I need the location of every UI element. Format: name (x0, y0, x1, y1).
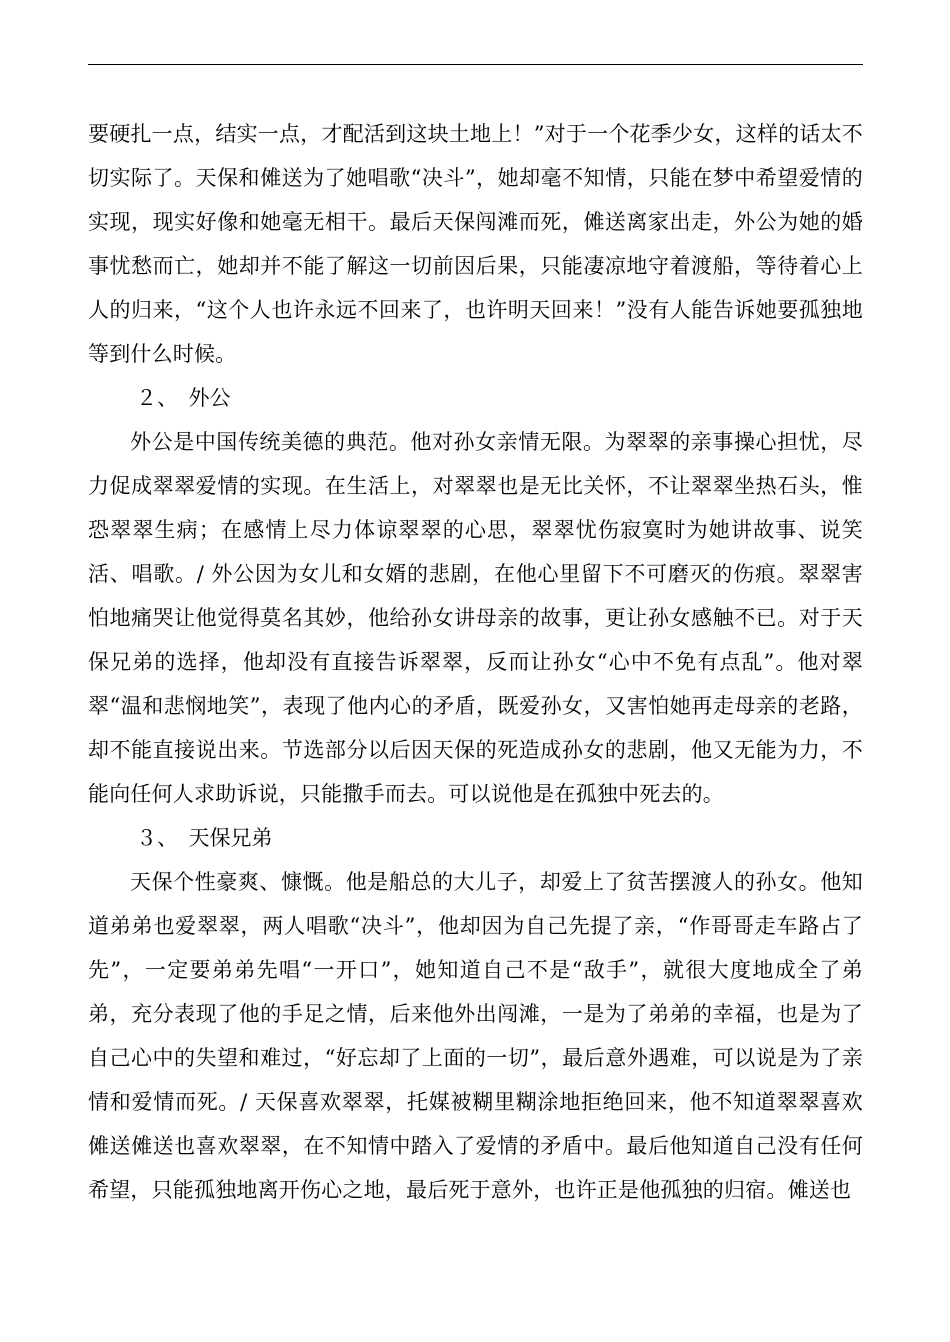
header-rule (88, 64, 863, 65)
paragraph-continued: 要硬扎一点，结实一点，才配活到这块土地上！”对于一个花季少女，这样的话太不切实际了。天保和傩送为了她唱歌“决斗”，她却毫不知情，只能在梦中希望爱情的实现，现实好像和她毫无相干。最后天保闯滩而死，傩送离家出走，外公为她的婚事忧愁而亡，她却并不能了解这一切前因后果，只能凄凉地守着渡船，等待着心上人的归来，“这个人也许永远不回来了，也许明天回来！”没有人能告诉她要孤独地等到什么时候。 (88, 122, 863, 366)
section-heading-grandfather: ２、 外公 (136, 386, 231, 410)
section-heading-tianbao-brothers: ３、 天保兄弟 (136, 826, 273, 850)
paragraph-tianbao-brothers: 天保个性豪爽、慷慨。他是船总的大儿子，却爱上了贫苦摆渡人的孙女。他知道弟弟也爱翠翠，两人唱歌“决斗”，他却因为自己先提了亲，“作哥哥走车路占了先”，一定要弟弟先唱“一开口”，她知道自己不是“敌手”，就很大度地成全了弟弟，充分表现了他的手足之情，后来他外出闯滩，一是为了弟弟的幸福，也是为了自己心中的失望和难过，“好忘却了上面的一切”，最后意外遇难，可以说是为了亲情和爱情而死。/ 天保喜欢翠翠，托媒被糊里糊涂地拒绝回来，他不知道翠翠喜欢傩送傩送也喜欢翠翠，在不知情中踏入了爱情的矛盾中。最后他知道自己没有任何希望，只能孤独地离开伤心之地，最后死于意外，也许正是他孤独的归宿。傩送也 (88, 870, 863, 1202)
document-body (88, 112, 863, 1212)
paragraph-grandfather: 外公是中国传统美德的典范。他对孙女亲情无限。为翠翠的亲事操心担忧，尽力促成翠翠爱情的实现。在生活上，对翠翠也是无比关怀，不让翠翠坐热石头，惟恐翠翠生病；在感情上尽力体谅翠翠的心思，翠翠忧伤寂寞时为她讲故事、说笑活、唱歌。/ 外公因为女儿和女婿的悲剧，在他心里留下不可磨灭的伤痕。翠翠害怕地痛哭让他觉得莫名其妙，他给孙女讲母亲的故事，更让孙女感触不已。对于天保兄弟的选择，他却没有直接告诉翠翠，反而让孙女“心中不免有点乱”。他对翠翠“温和悲悯地笑”，表现了他内心的矛盾，既爱孙女，又害怕她再走母亲的老路，却不能直接说出来。节选部分以后因天保的死造成孙女的悲剧，他又无能为力，不能向任何人求助诉说，只能撒手而去。可以说他是在孤独中死去的。 (88, 430, 863, 806)
